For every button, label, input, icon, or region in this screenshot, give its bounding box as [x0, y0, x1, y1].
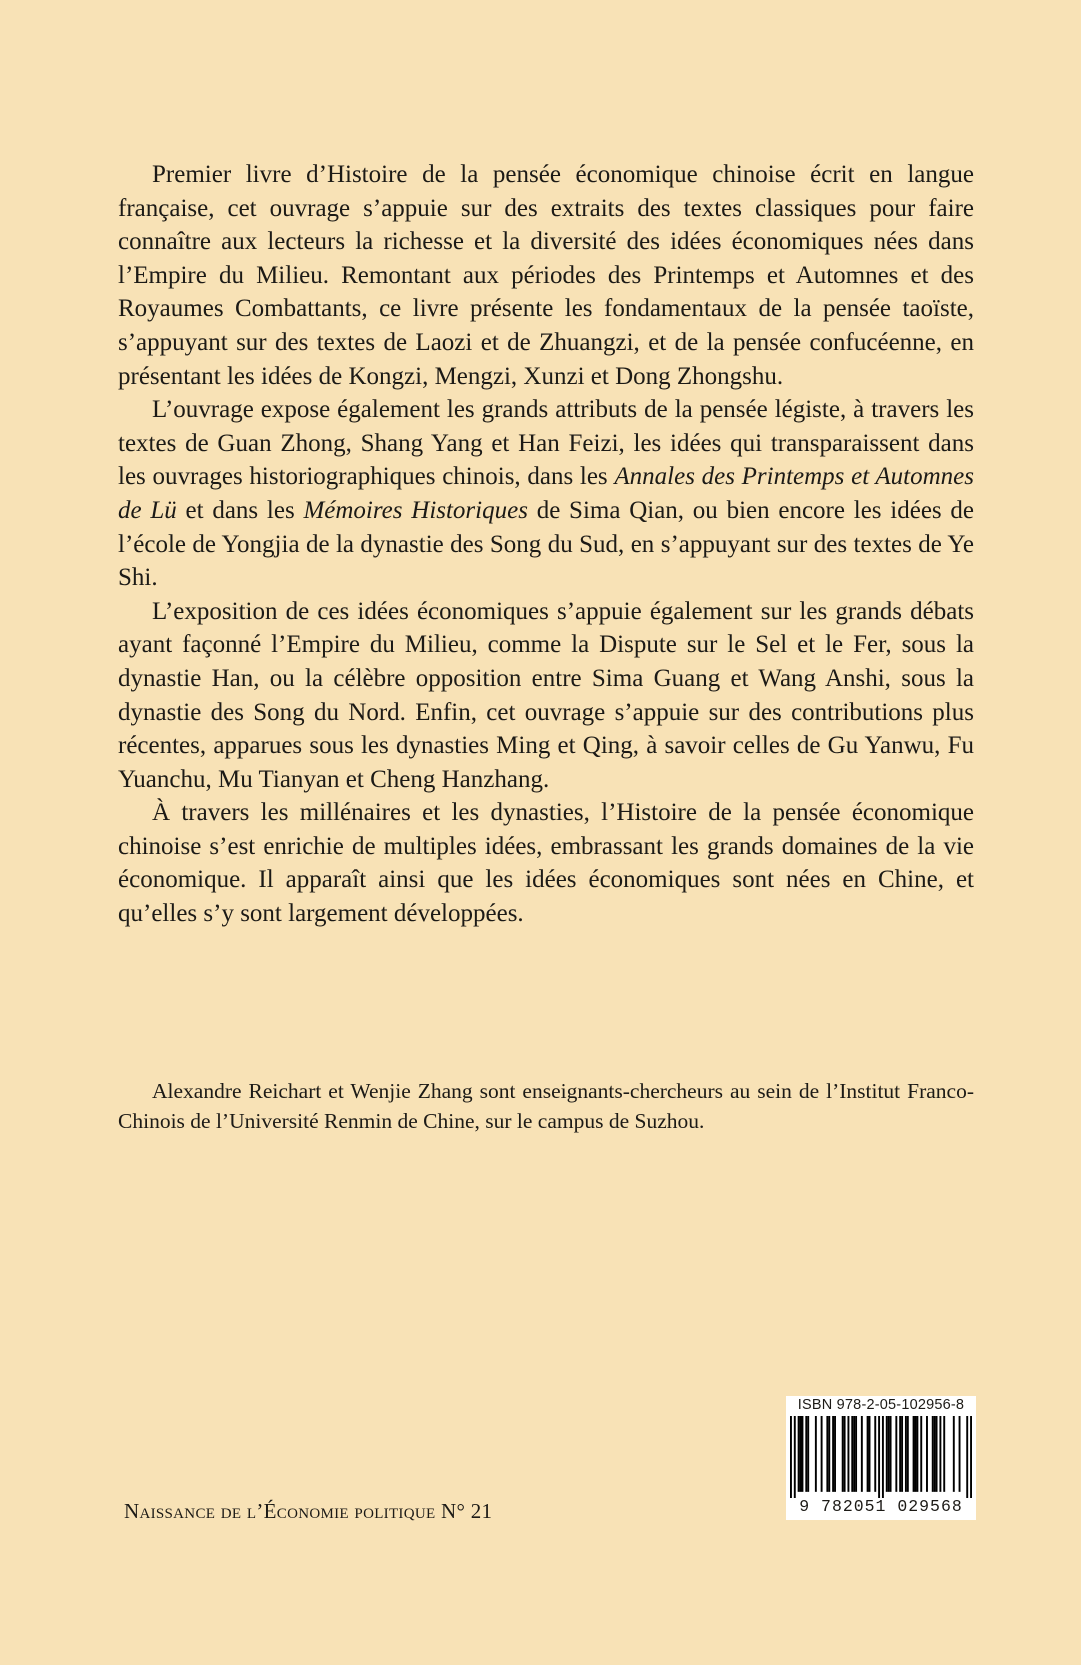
barcode-bar: [832, 1416, 834, 1492]
blurb-paragraph-1: Premier livre d’Histoire de la pensée économique chinoise écrit en langue française, cet ouvrage s’appuie sur des extraits des textes classiques pour faire connaître aux lecteurs la richesse et la diversité des idées économiques nées dans l’Empire du Milieu. Remontant aux périodes des Printemps et Automnes et des Royaumes Combattants, ce livre présente les fondamentaux de la pensée taoïste, s’appuyant sur des textes de Laozi et de Zhuangzi, et de la pensée confucéenne, en présentant les idées de Kongzi, Mengzi, Xunzi et Dong Zhongshu.: [118, 161, 974, 390]
barcode-bar: [851, 1416, 853, 1492]
barcode-bar: [861, 1416, 863, 1492]
barcode-bar: [934, 1416, 936, 1492]
ean-digits: 9 782051 029568: [799, 1497, 963, 1516]
blurb-paragraph-2-part-a: L’ouvrage expose également les grands attributs de la pensée légiste, à travers les textes de Guan Zhong, Shang Yang et Han Feizi, les idées qui transparaissent dans les ouvrages historiographiques chinois, dans les: [118, 396, 974, 491]
barcode-bar: [790, 1416, 792, 1498]
barcode-bar: [899, 1416, 901, 1492]
barcode-bar: [920, 1416, 922, 1492]
blurb-paragraph-3: L’exposition de ces idées économiques s’appuie également sur les grands débats ayant façonné l’Empire du Milieu, comme la Dispute sur le Sel et le Fer, sous la dynastie Han, ou la célèbre opposition entre Sima Guang et Wang Anshi, sous la dynastie des Song du Nord. Enfin, cet ouvrage s’appuie sur des contributions plus récentes, apparues sous les dynasties Ming et Qing, à savoir celles de Gu Yanwu, Fu Yuanchu, Mu Tianyan et Cheng Hanzhang.: [118, 597, 974, 793]
barcode-bar: [842, 1416, 844, 1492]
collection-name: Naissance de l’Économie politique N° 21: [124, 1499, 493, 1523]
barcode-bar: [901, 1416, 903, 1492]
barcode-bar: [869, 1416, 871, 1492]
barcode-bar: [895, 1416, 897, 1492]
blurb-paragraph-2-part-c: de Sima Qian, ou bien encore les idées de l’école de Yongjia de la dynastie des Song du Sud, en s’appuyant sur des textes de Ye Shi.: [118, 496, 974, 592]
barcode-bar: [794, 1416, 796, 1498]
blurb-paragraph-2-part-b: et dans les: [176, 496, 304, 524]
barcode-bar: [847, 1416, 849, 1492]
book-title-memoires: Mémoires Historiques: [303, 496, 528, 524]
barcode-bar: [815, 1416, 817, 1492]
barcode-bar: [867, 1416, 869, 1492]
barcode-bar: [821, 1416, 823, 1492]
barcode-bar: [915, 1416, 917, 1492]
barcode-bar: [807, 1416, 809, 1492]
barcode-bar: [801, 1416, 803, 1492]
barcode-bar: [805, 1416, 807, 1492]
author-bio: [118, 1077, 974, 1136]
barcode-bar: [916, 1416, 918, 1492]
back-cover-blurb: [118, 158, 974, 931]
barcode-bar: [878, 1416, 880, 1498]
barcode-bar: [798, 1416, 800, 1492]
barcode-bar: [886, 1416, 888, 1492]
barcode-bar: [826, 1416, 828, 1492]
barcode-bar: [970, 1416, 972, 1498]
barcode-bar: [959, 1416, 961, 1492]
barcode-bar: [844, 1416, 846, 1492]
barcode-bar: [888, 1416, 890, 1492]
barcode-bar: [936, 1416, 938, 1492]
barcode-bar: [926, 1416, 928, 1492]
barcode-bar: [834, 1416, 836, 1492]
book-title-annales: Annales des Printemps et Automnes de Lü: [118, 463, 974, 524]
barcode-bar: [882, 1416, 884, 1498]
barcode-bar: [953, 1416, 955, 1492]
barcode-bar: [855, 1416, 857, 1492]
barcode-bar: [905, 1416, 907, 1492]
barcode-bar: [800, 1416, 802, 1492]
barcode-bar: [828, 1416, 830, 1492]
barcode-bar: [874, 1416, 876, 1492]
barcode-bar: [943, 1416, 945, 1492]
isbn-label: ISBN 978-2-05-102956-8: [797, 1397, 965, 1413]
barcode-bar: [932, 1416, 934, 1492]
author-bio-text: Alexandre Reichart et Wenjie Zhang sont enseignants-chercheurs au sein de l’Institut Franco-Chinois de l’Université Renmin de Chine, sur le campus de Suzhou.: [118, 1079, 974, 1133]
barcode-bar: [890, 1416, 892, 1492]
barcode-bars: [790, 1416, 972, 1498]
barcode-bar: [966, 1416, 968, 1498]
barcode-bar: [907, 1416, 909, 1492]
blurb-paragraph-4: À travers les millénaires et les dynasties, l’Histoire de la pensée économique chinoise s’est enrichie de multiples idées, embrassant les grands domaines de la vie économique. Il apparaît ainsi que les idées économiques sont nées en Chine, et qu’elles s’y sont largement développées.: [118, 799, 974, 928]
barcode-bar: [853, 1416, 855, 1492]
blurb-paragraph-2: [118, 393, 974, 595]
isbn-barcode: [786, 1396, 976, 1520]
barcode-bar: [939, 1416, 941, 1492]
barcode-bar: [913, 1416, 915, 1492]
